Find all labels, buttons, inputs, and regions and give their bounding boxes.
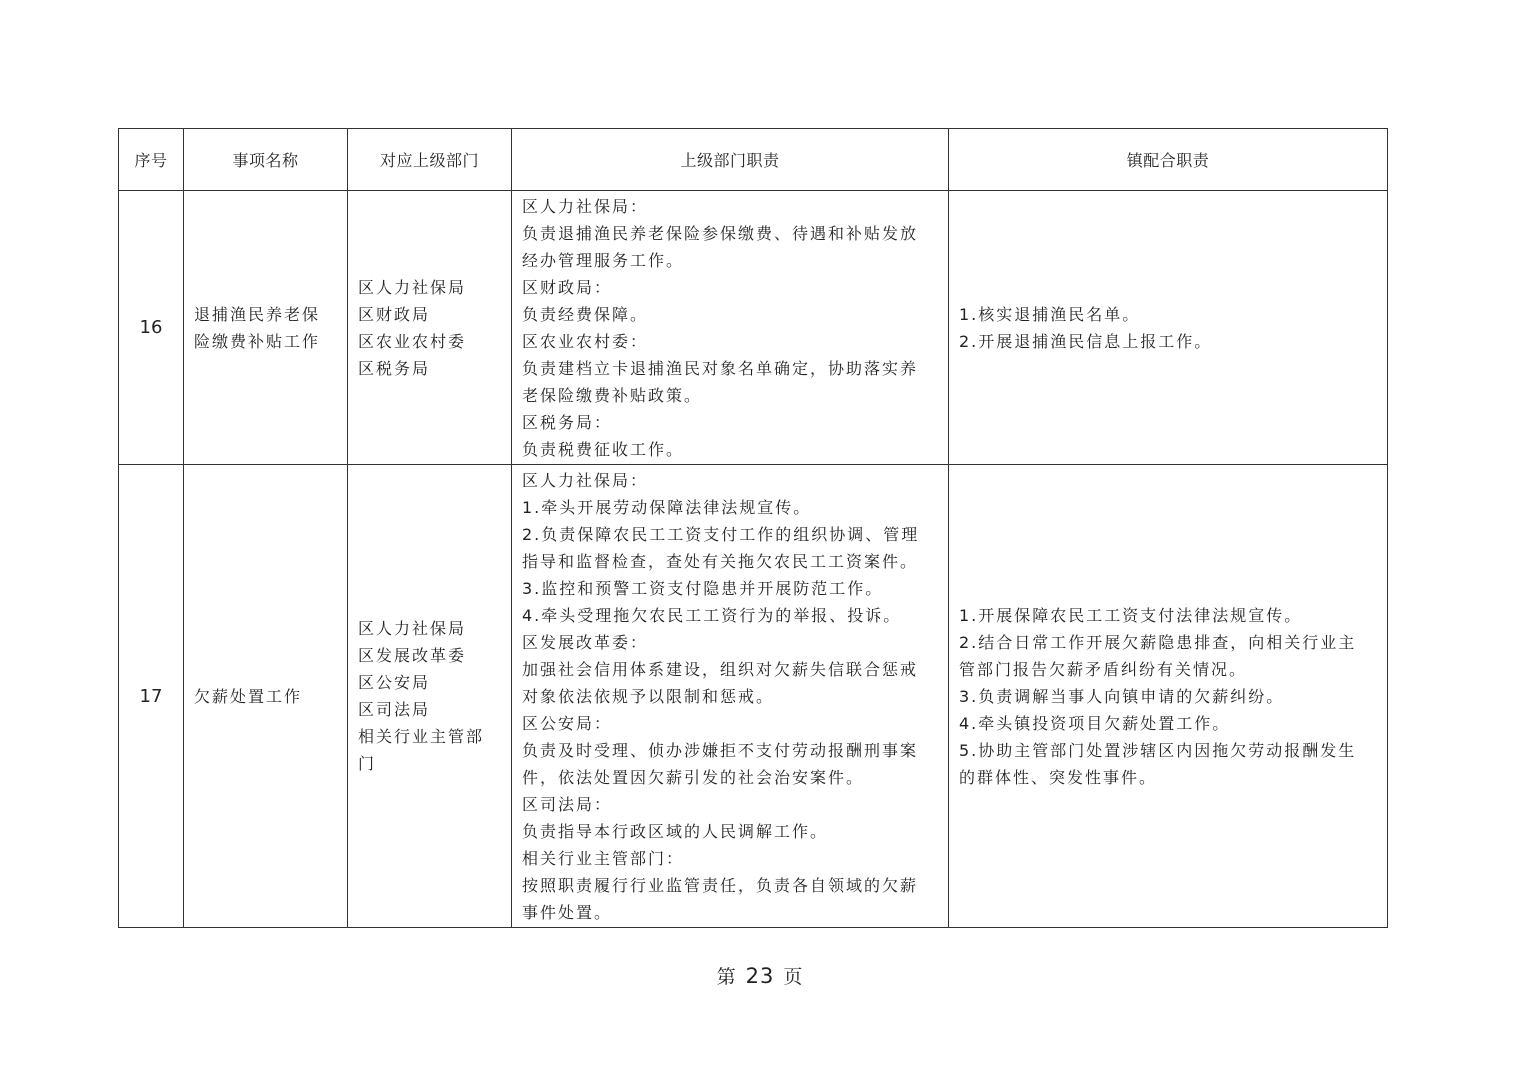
dept-duty-line: 负责退捕渔民养老保险参保缴费、待遇和补贴发放 [522, 223, 919, 243]
town-duty-line: 5.协助主管部门处置涉辖区内因拖欠劳动报酬发生 [959, 740, 1357, 760]
duties-table [118, 128, 1388, 928]
town-duty-cell [949, 191, 1388, 465]
dept-duty-line: 事件处置。 [522, 902, 613, 922]
dept-cell [348, 191, 512, 465]
town-duty-line: 2.开展退捕渔民信息上报工作。 [959, 331, 1213, 351]
dept-duty-line: 1.牵头开展劳动保障法律法规宣传。 [522, 497, 812, 517]
dept-duty-line: 对象依法依规予以限制和惩戒。 [522, 686, 775, 706]
item-name-line: 险缴费补贴工作 [194, 331, 321, 351]
row-index: 17 [119, 465, 184, 928]
dept-duty-cell [512, 191, 949, 465]
dept-duty-line: 2.负责保障农民工工资支付工作的组织协调、管理 [522, 524, 920, 544]
dept-duty-line: 4.牵头受理拖欠农民工工资行为的举报、投诉。 [522, 605, 902, 625]
dept-cell [348, 465, 512, 928]
table-row [119, 465, 1388, 928]
dept-duty-line: 区人力社保局： [522, 196, 649, 216]
item-name-cell [184, 191, 348, 465]
town-duty-line: 管部门报告欠薪矛盾纠纷有关情况。 [959, 659, 1248, 679]
town-duty-line: 1.开展保障农民工工资支付法律法规宣传。 [959, 605, 1303, 625]
dept-duty-line: 区财政局： [522, 277, 613, 297]
town-duty-line: 3.负责调解当事人向镇申请的欠薪纠纷。 [959, 686, 1285, 706]
dept-duty-line: 指导和监督检查，查处有关拖欠农民工工资案件。 [522, 551, 919, 571]
dept-duty-line: 经办管理服务工作。 [522, 250, 685, 270]
item-name-line: 欠薪处置工作 [194, 686, 303, 706]
town-duty-line: 2.结合日常工作开展欠薪隐患排查，向相关行业主 [959, 632, 1357, 652]
row-index: 16 [119, 191, 184, 465]
dept-duty-line: 区司法局： [522, 794, 613, 814]
dept-duty-line: 相关行业主管部门： [522, 848, 685, 868]
dept-line: 门 [358, 754, 377, 773]
dept-duty-line: 按照职责履行行业监管责任，负责各自领域的欠薪 [522, 875, 919, 895]
dept-duty-line: 件，依法处置因欠薪引发的社会治安案件。 [522, 767, 865, 787]
page-number-suffix: 页 [783, 966, 804, 988]
dept-duty-line: 区农业农村委： [522, 331, 649, 351]
dept-duty-line: 负责税费征收工作。 [522, 439, 685, 459]
dept-line: 区司法局 [358, 700, 431, 719]
header-dept-duty: 上级部门职责 [512, 129, 949, 191]
table-row [119, 191, 1388, 465]
table-header-row [119, 129, 1388, 191]
dept-duty-line: 负责指导本行政区域的人民调解工作。 [522, 821, 829, 841]
dept-duty-line: 负责经费保障。 [522, 304, 649, 324]
dept-duty-line: 负责建档立卡退捕渔民对象名单确定，协助落实养 [522, 358, 919, 378]
dept-line: 相关行业主管部 [358, 727, 485, 746]
dept-line: 区公安局 [358, 673, 431, 692]
town-duty-cell [949, 465, 1388, 928]
dept-line: 区税务局 [358, 358, 431, 378]
dept-duty-line: 老保险缴费补贴政策。 [522, 385, 703, 405]
dept-line: 区人力社保局 [358, 619, 467, 638]
town-duty-line: 1.核实退捕渔民名单。 [959, 304, 1141, 324]
dept-duty-line: 区公安局： [522, 713, 613, 733]
header-index: 序号 [119, 129, 184, 191]
town-duty-line: 的群体性、突发性事件。 [959, 767, 1158, 787]
dept-duty-cell [512, 465, 949, 928]
dept-duty-line: 区发展改革委： [522, 632, 649, 652]
dept-line: 区财政局 [358, 304, 431, 324]
page-number: 23 [745, 964, 775, 988]
page-footer [0, 962, 1520, 989]
header-dept: 对应上级部门 [348, 129, 512, 191]
item-name-cell [184, 465, 348, 928]
dept-duty-line: 区税务局： [522, 412, 613, 432]
dept-duty-line: 3.监控和预警工资支付隐患并开展防范工作。 [522, 578, 884, 598]
item-name-line: 退捕渔民养老保 [194, 304, 321, 324]
dept-duty-line: 区人力社保局： [522, 470, 649, 490]
page-number-prefix: 第 [716, 966, 737, 988]
dept-duty-line: 加强社会信用体系建设，组织对欠薪失信联合惩戒 [522, 659, 919, 679]
header-item: 事项名称 [184, 129, 348, 191]
dept-line: 区人力社保局 [358, 277, 467, 297]
dept-duty-line: 负责及时受理、侦办涉嫌拒不支付劳动报酬刑事案 [522, 740, 919, 760]
header-town-duty: 镇配合职责 [949, 129, 1388, 191]
town-duty-line: 4.牵头镇投资项目欠薪处置工作。 [959, 713, 1231, 733]
dept-line: 区发展改革委 [358, 646, 467, 665]
dept-line: 区农业农村委 [358, 331, 467, 351]
